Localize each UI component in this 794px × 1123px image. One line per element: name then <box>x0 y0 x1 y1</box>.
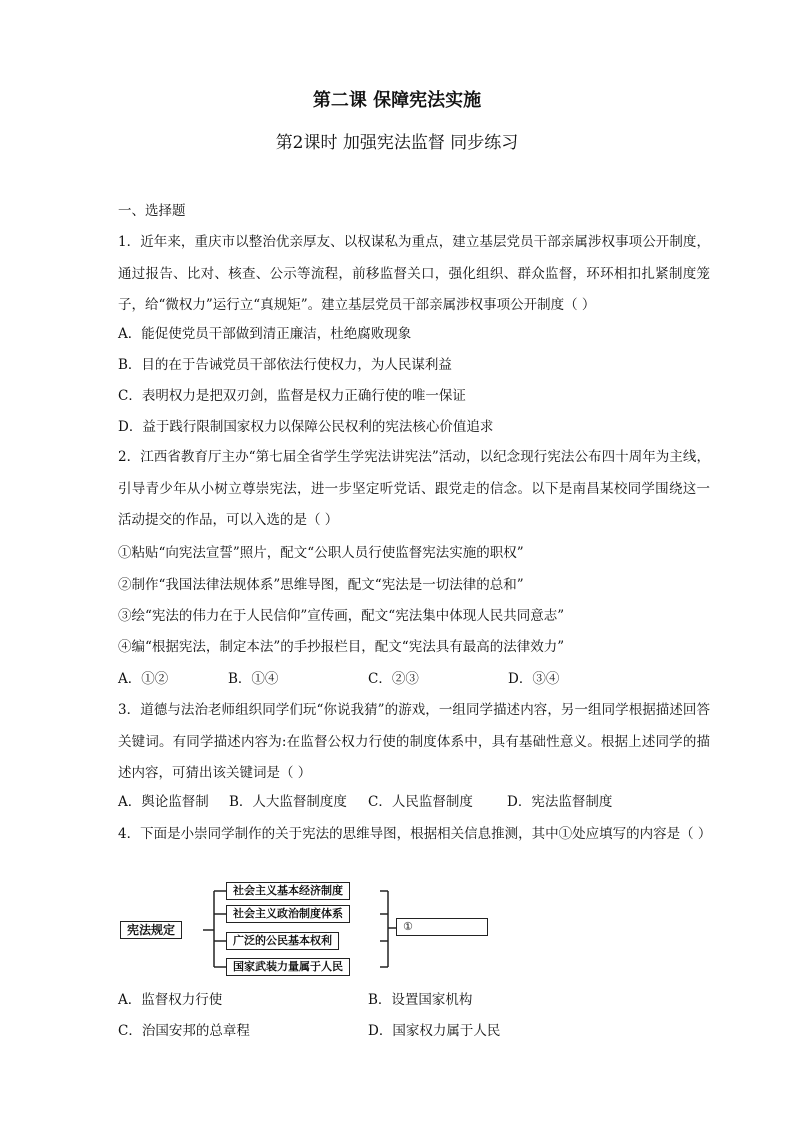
mind-map-branch-4: 国家武装力量属于人民 <box>226 958 350 976</box>
section-heading: 一、选择题 <box>118 203 186 219</box>
mind-map-branch-2: 社会主义政治制度体系 <box>226 905 350 923</box>
mind-map-branch-3: 广泛的公民基本权利 <box>226 932 339 950</box>
q4-option-d: D．国家权力属于人民 <box>368 1023 501 1039</box>
q2-item-4: ④编“根据宪法，制定本法”的手抄报栏目，配文“宪法具有最高的法律效力” <box>118 639 565 655</box>
q1-option-c: C．表明权力是把双刃剑，监督是权力正确行使的唯一保证 <box>118 388 466 404</box>
q4-option-a: A．监督权力行使 <box>118 992 223 1008</box>
question-2-stem: 2．江西省教育厅主办“第七届全省学生学宪法讲宪法”活动，以纪念现行宪法公布四十周年为主线，引导青少年从小树立尊崇宪法，进一步坚定听党话、跟党走的信念。以下是南昌某校同学围绕这一活动提交的作品，可以入选的是（ ） <box>118 449 710 528</box>
q2-option-a: A．①② <box>118 671 169 687</box>
q2-item-1: ①粘贴“向宪法宣誓”照片，配文“公职人员行使监督宪法实施的职权” <box>118 545 524 561</box>
q3-option-a: A．舆论监督制 <box>118 794 209 810</box>
q3-option-b: B．人大监督制度度 <box>229 794 347 810</box>
lesson-title: 第二课 保障宪法实施 <box>312 90 482 111</box>
question-4-stem: 4．下面是小崇同学制作的关于宪法的思维导图，根据相关信息推测，其中①处应填写的内容是（ ） <box>118 826 712 842</box>
mind-map-blank-box: ① <box>396 918 488 936</box>
q2-item-3: ③绘“宪法的伟力在于人民信仰”宣传画，配文“宪法集中体现人民共同意志” <box>118 608 565 624</box>
mind-map <box>118 880 490 976</box>
q4-option-c: C．治国安邦的总章程 <box>118 1023 250 1039</box>
q4-option-b: B．设置国家机构 <box>368 992 473 1008</box>
mind-map-branch-1: 社会主义基本经济制度 <box>226 882 350 900</box>
q1-option-d: D．益于践行限制国家权力以保障公民权利的宪法核心价值追求 <box>118 419 494 435</box>
q2-option-d: D．③④ <box>508 671 560 687</box>
q3-option-d: D．宪法监督制度 <box>507 794 613 810</box>
q2-option-c: C．②③ <box>368 671 419 687</box>
q3-option-c: C．人民监督制度 <box>368 794 473 810</box>
question-1-stem: 1．近年来，重庆市以整治优亲厚友、以权谋私为重点，建立基层党员干部亲属涉权事项公开制度，通过报告、比对、核查、公示等流程，前移监督关口，强化组织、群众监督，环环相扣扎紧制度笼子，给“微权力”运行立“真规矩”。建立基层党员干部亲属涉权事项公开制度（ ） <box>118 234 710 313</box>
q1-option-b: B．目的在于告诫党员干部依法行使权力，为人民谋利益 <box>118 357 452 373</box>
q2-item-2: ②制作“我国法律法规体系”思维导图，配文“宪法是一切法律的总和” <box>118 577 524 593</box>
mind-map-root: 宪法规定 <box>120 921 182 939</box>
q1-option-a: A．能促使党员干部做到清正廉洁，杜绝腐败现象 <box>118 326 412 342</box>
lesson-subtitle: 第2课时 加强宪法监督 同步练习 <box>275 133 519 153</box>
question-3-stem: 3．道德与法治老师组织同学们玩“你说我猜”的游戏，一组同学描述内容，另一组同学根据描述回答关键词。有同学描述内容为:在监督公权力行使的制度体系中，具有基础性意义。根据上述同学的描述内容，可猜出该关键词是（ ） <box>118 702 710 781</box>
q2-option-b: B．①④ <box>228 671 279 687</box>
